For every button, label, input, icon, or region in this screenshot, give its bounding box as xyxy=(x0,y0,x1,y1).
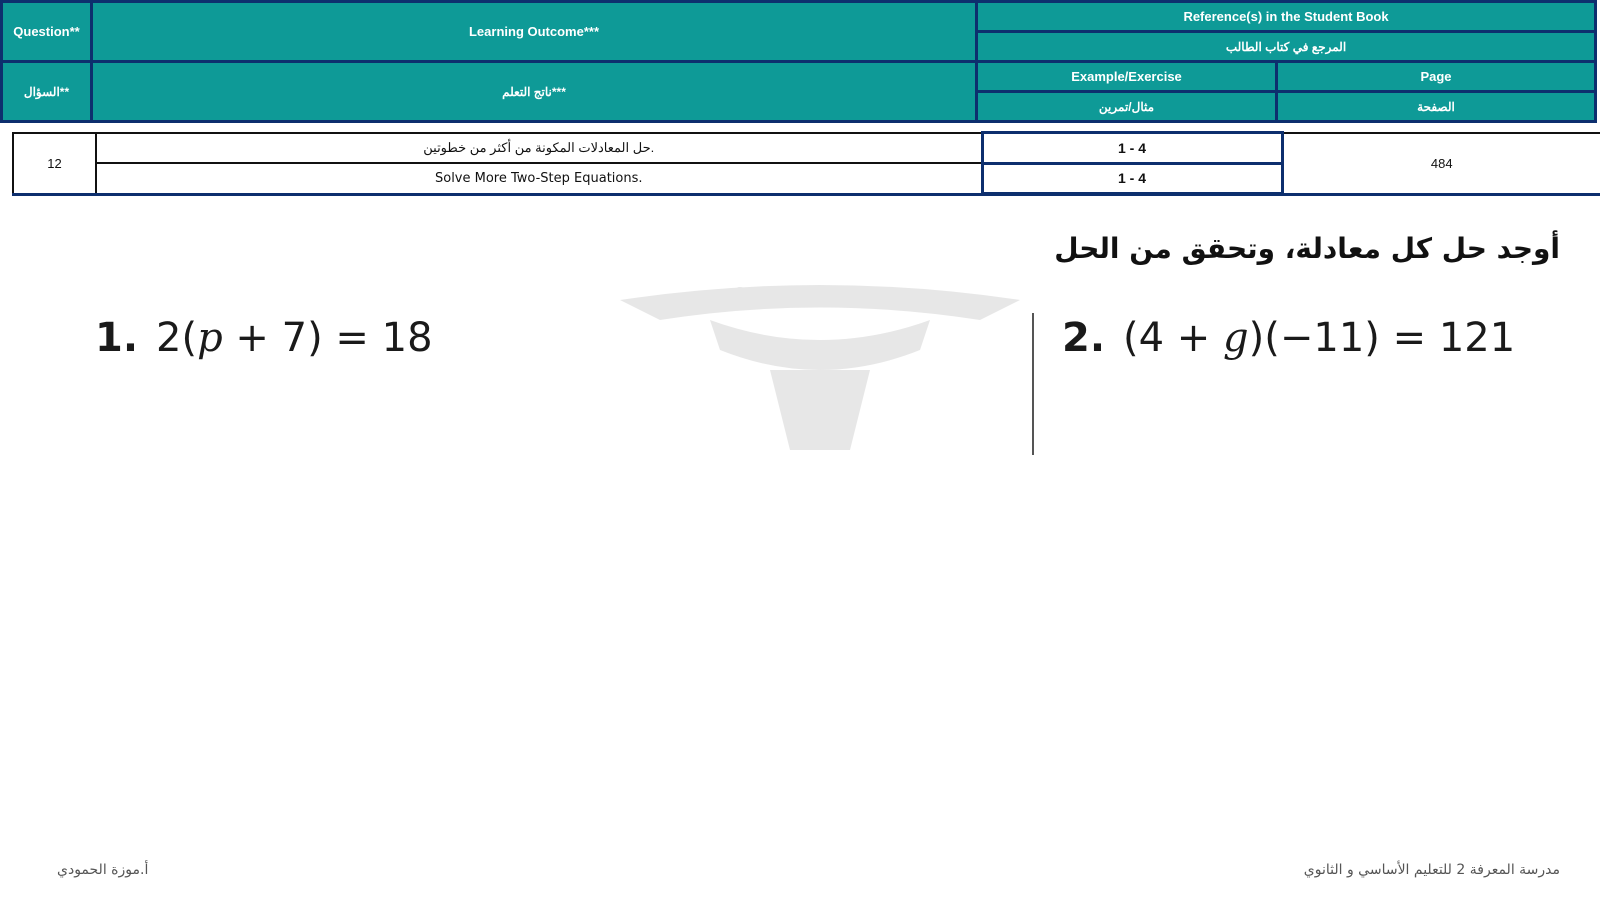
page-header-en: Page xyxy=(1277,62,1596,92)
equation-2-left: (4 + xyxy=(1123,315,1224,361)
footer-teacher-name: أ.موزة الحمودي xyxy=(57,862,149,878)
equation-2-variable: g xyxy=(1223,315,1249,361)
equation-1 xyxy=(95,315,433,361)
table-underline xyxy=(12,193,1600,196)
question-header-en: Question** xyxy=(2,2,92,62)
example-header-ar: مثال/تمرين xyxy=(977,92,1277,122)
column-divider xyxy=(1032,313,1034,455)
learning-outcome-ar: حل المعادلات المكونة من أكثر من خطوتين. xyxy=(96,133,982,164)
exercise-instruction: أوجد حل كل معادلة، وتحقق من الحل xyxy=(1054,232,1560,265)
learning-outcome-en: Solve More Two-Step Equations. xyxy=(96,163,982,194)
learning-outcome-header-ar: ناتج التعلم*** xyxy=(92,62,977,122)
equation-1-right: + 7) = 18 xyxy=(222,315,433,361)
equation-2-right: )(−11) = 121 xyxy=(1248,315,1516,361)
example-range-en: 1 - 4 xyxy=(982,163,1282,194)
equation-1-variable: p xyxy=(197,315,223,361)
equation-1-number: 1. xyxy=(95,315,139,361)
reference-header-table xyxy=(0,0,1597,123)
example-range-ar: 1 - 4 xyxy=(982,133,1282,164)
reference-header-en: Reference(s) in the Student Book xyxy=(977,2,1596,32)
question-number: 12 xyxy=(13,133,96,194)
footer-school-name: مدرسة المعرفة 2 للتعليم الأساسي و الثانوي xyxy=(1303,862,1560,878)
learning-outcome-header-en: Learning Outcome*** xyxy=(92,2,977,62)
question-header-ar: السؤال** xyxy=(2,62,92,122)
reference-header-ar: المرجع في كتاب الطالب xyxy=(977,32,1596,62)
equation-1-left: 2( xyxy=(156,315,198,361)
page-number: 484 xyxy=(1282,133,1600,194)
example-header-en: Example/Exercise xyxy=(977,62,1277,92)
school-watermark-logo xyxy=(620,280,1020,450)
reference-data-table xyxy=(12,131,1600,195)
equation-2-number: 2. xyxy=(1062,315,1106,361)
page-header-ar: الصفحة xyxy=(1277,92,1596,122)
equation-2 xyxy=(1062,315,1515,361)
